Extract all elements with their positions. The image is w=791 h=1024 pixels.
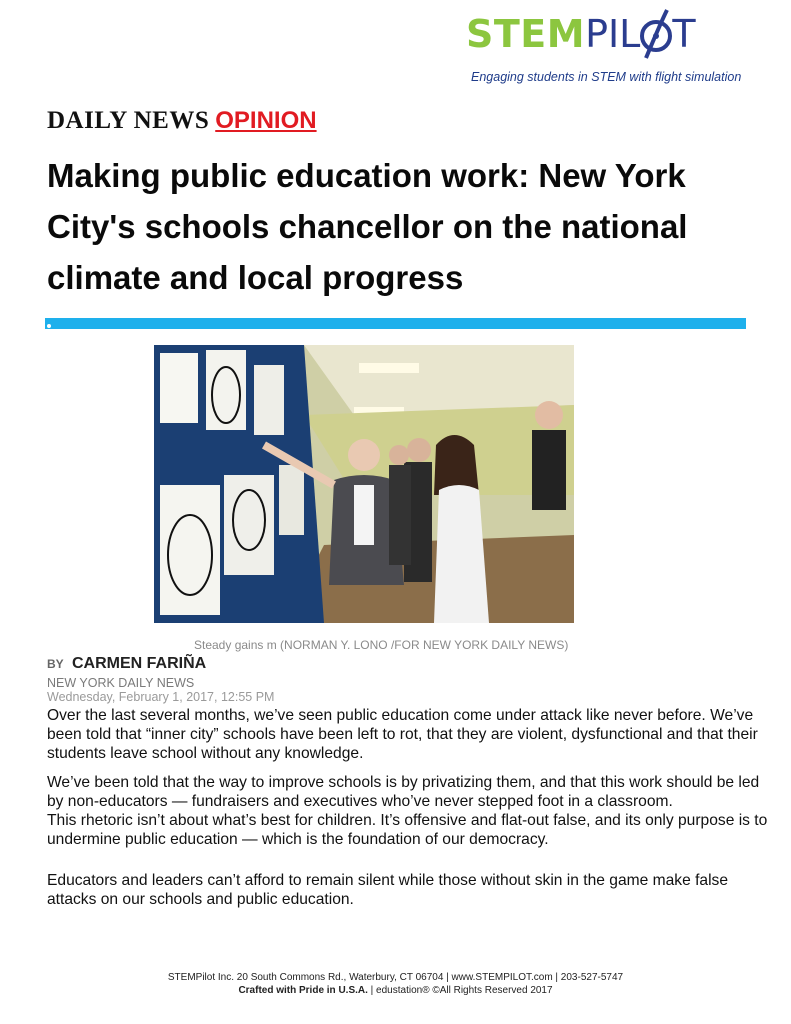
- section-label[interactable]: OPINION: [215, 107, 317, 134]
- tagline: Engaging students in STEM with flight simulation: [471, 70, 742, 84]
- logo-t-text: T: [672, 12, 696, 56]
- photo-caption: Steady gains m (NORMAN Y. LONO /FOR NEW YORK DAILY NEWS): [194, 638, 569, 652]
- divider-dot: [47, 324, 51, 328]
- byline-prefix: BY: [47, 657, 64, 671]
- propeller-icon: [641, 12, 671, 56]
- paragraph: Over the last several months, we’ve seen public education come under attack like never before. We’ve been told that “inner city” schools have been left to rot, that they are violent, dysfunctional and that their students leave school without any knowledge.: [47, 707, 758, 762]
- article-photo: [154, 345, 574, 623]
- author-name[interactable]: CARMEN FARIÑA: [71, 655, 207, 672]
- footer-rights: | edustation® ©All Rights Reserved 2017: [367, 985, 553, 996]
- publish-date: Wednesday, February 1, 2017, 12:55 PM: [47, 690, 275, 704]
- article-body: [47, 706, 772, 909]
- byline: [47, 655, 206, 673]
- paper-name: DAILY NEWS: [47, 107, 210, 134]
- paragraph: This rhetoric isn’t about what’s best for children. It’s offensive and flat-out false, and its only purpose is to undermine public education — which is the foundation of our democracy.: [47, 812, 768, 848]
- paragraph: We’ve been told that the way to improve schools is by privatizing them, and that this work should be led by non-educators — fundraisers and executives who’ve never stepped foot in a classroom.: [47, 774, 760, 810]
- footer-pride: Crafted with Pride in U.S.A.: [238, 985, 368, 996]
- footer-credits: [0, 985, 791, 996]
- masthead: [47, 107, 317, 135]
- footer-address: STEMPilot Inc. 20 South Commons Rd., Waterbury, CT 06704 | www.STEMPILOT.com | 203-527-5747: [167, 972, 624, 983]
- logo-stem-text: STEM: [466, 12, 586, 56]
- headline: Making public education work: New York City's schools chancellor on the national climate and local progress: [47, 157, 688, 296]
- logo-pil-text: PIL: [585, 12, 641, 56]
- paragraph: Educators and leaders can’t afford to remain silent while those without skin in the game make false attacks on our schools and public education.: [47, 872, 729, 908]
- stempilot-logo: [466, 12, 696, 56]
- divider-bar: [45, 318, 746, 329]
- publication-name: NEW YORK DAILY NEWS: [47, 676, 195, 690]
